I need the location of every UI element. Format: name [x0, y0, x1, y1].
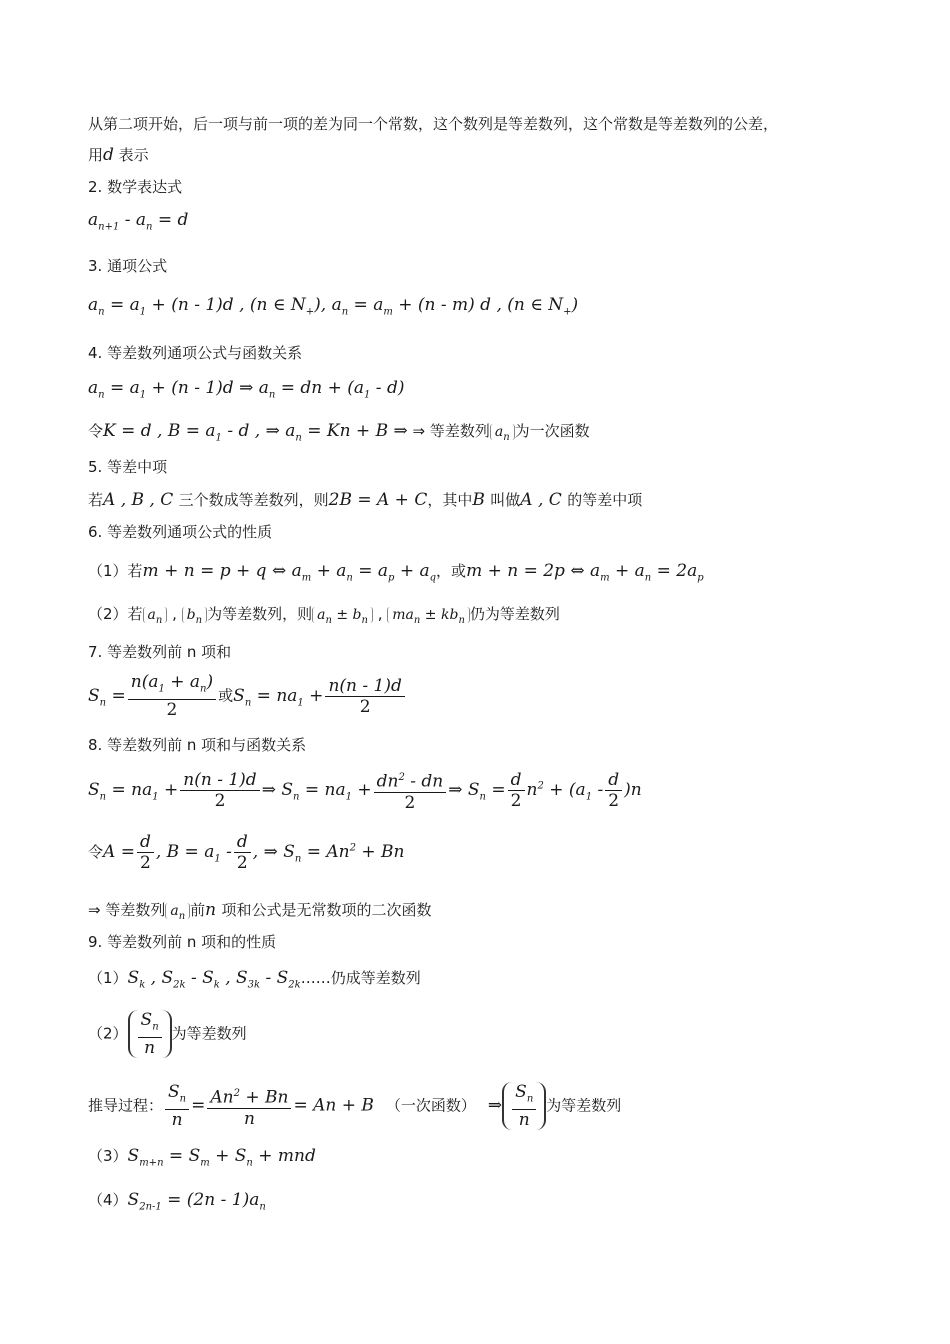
jiaozuo-text: 叫做	[490, 491, 521, 509]
heading-5: 5. 等差中项	[88, 458, 168, 476]
p91-num: （1）	[88, 969, 128, 987]
intro-d: d	[103, 145, 114, 165]
intro-line-1: 从第二项开始，后一项与前一项的差为同一个常数，这个数列是等差数列，这个常数是等差数列的公差，	[88, 115, 779, 133]
concl-quadratic: 项和公式是无常数项的二次函数	[221, 901, 432, 919]
property-6-2: （2）若 $a_n$ , $b_n$ 为等差数列，则 $a_n \pm b_n$ , $ma_n \pm kb_n$ 仍为等差数列	[88, 605, 560, 626]
intro-yong: 用	[88, 146, 104, 164]
seq-text: ⇒ 等差数列	[412, 422, 490, 440]
property-9-4: $(4)S_{2n-1} = (2n - 1)a_n$	[88, 1190, 266, 1213]
formula-general-term: $a_n = a_1 + (n - 1)d$ , (n ∈ $N_+$), $a_n = a_m + (n - m)$ d , (n ∈ $N_+$)	[88, 295, 579, 318]
line-let-k-b: 令K = d , $B = a_1 - d$ , ⇒ $a_n = Kn + B$ ⇒ ⇒ 等差数列 $a_n$ 为一次函数	[88, 421, 590, 444]
p93-num: （3）	[88, 1147, 128, 1165]
sum-or: 或	[218, 686, 234, 705]
p61-text: （1）若	[88, 562, 143, 580]
line-quadratic-conclusion: ⇒ 等差数列 $a_n$ 前n 项和公式是无常数项的二次函数	[88, 900, 432, 922]
intro-biaoshi: 表示	[113, 146, 149, 164]
p62-still: 仍为等差数列	[469, 605, 560, 623]
p62-text: （2）若	[88, 605, 143, 623]
property-9-3: $(3)S_{m+n} = S_m + S_n$ + mnd	[88, 1146, 316, 1169]
p62-eq: 为等差数列，则	[207, 605, 313, 623]
let8-text: 令	[88, 843, 104, 861]
linear-text: （一次函数）	[385, 1096, 476, 1115]
p94-num: （4）	[88, 1191, 128, 1209]
line-arith-mean: 若A , B , C 三个数成等差数列，则2B = A + C，其中B 叫做A , C 的等差中项	[88, 490, 643, 510]
p92-num: （2）	[88, 1024, 128, 1043]
heading-4: 4. 等差数列通项公式与函数关系	[88, 344, 303, 362]
p61-or: ，或	[436, 562, 467, 580]
derive-text: 推导过程：	[88, 1096, 164, 1115]
heading-7: 7. 等差数列前 n 项和	[88, 643, 232, 661]
formula-linear-form: $a_n = a_1 + (n - 1)d$ ⇒ $a_n$ = dn + $(a_1 - d)$	[88, 378, 405, 401]
let-text: 令	[88, 422, 104, 440]
heading-6: 6. 等差数列通项公式的性质	[88, 523, 273, 541]
property-9-1: $(1)S_k$ , $S_{2k} - S_k$ , $S_{3k}$ - $S_{2k}\dots\dots$仍成等差数列	[88, 968, 421, 991]
concl-seq: ⇒ 等差数列	[88, 901, 166, 919]
property-6-1: （1）若m + n = p + q ⇔ $a_m + a_n = a_p + a_q$，或m + n = 2p ⇔ $a_m + a_n = 2a_p$	[88, 561, 704, 584]
mean-text: 的等差中项	[567, 491, 643, 509]
formula-sum-quadratic: $S_n = na_1$ + $\frac{n(n - 1)d}{2}$ ⇒ $S_n = na_1$ + $\frac{dn^2 - dn}{2}$ ⇒ $S_n$ = $\frac{d}{2}$ $n^2 + (a_1$ - $\frac{d}{2}$ )n	[88, 769, 642, 813]
heading-8: 8. 等差数列前 n 项和与函数关系	[88, 736, 307, 754]
p92-text: 为等差数列	[171, 1024, 247, 1043]
heading-2: 2. 数学表达式	[88, 178, 183, 196]
linear-func-text: 为一次函数	[514, 422, 590, 440]
derivation: 推导过程： $\frac{S_n}{n}$ = $\frac{An^2 + Bn}{n}$ = An + B （一次函数） ⇒ $\frac{S_n}{n}$ 为等差数列	[88, 1082, 622, 1131]
intro-line-2	[88, 145, 149, 165]
formula-sum: $S_n$ = $\frac{n(a_1 + a_n)}{2}$ 或$S_n = na_1$ + $\frac{n(n - 1)d}{2}$	[88, 672, 407, 720]
concl-qian: 前	[190, 901, 206, 919]
ruo-text: 若	[88, 491, 104, 509]
line-let-a-b: 令A = $\frac{d}{2}$ , $B = a_1$ - $\frac{d}{2}$ , ⇒ $S_n = An^2 + Bn$	[88, 832, 405, 873]
heading-9: 9. 等差数列前 n 项和的性质	[88, 933, 277, 951]
heading-3: 3. 通项公式	[88, 257, 168, 275]
qizhong-text: ，其中	[427, 491, 473, 509]
formula-difference: $a_{n+1} - a_n = d$	[88, 210, 189, 233]
three-nums-text: 三个数成等差数列，则	[178, 491, 329, 509]
property-9-2: （2） $\frac{S_n}{n}$ 为等差数列	[88, 1010, 247, 1059]
p91-text: ……仍成等差数列	[300, 969, 421, 987]
derive-conclusion: 为等差数列	[546, 1096, 622, 1115]
